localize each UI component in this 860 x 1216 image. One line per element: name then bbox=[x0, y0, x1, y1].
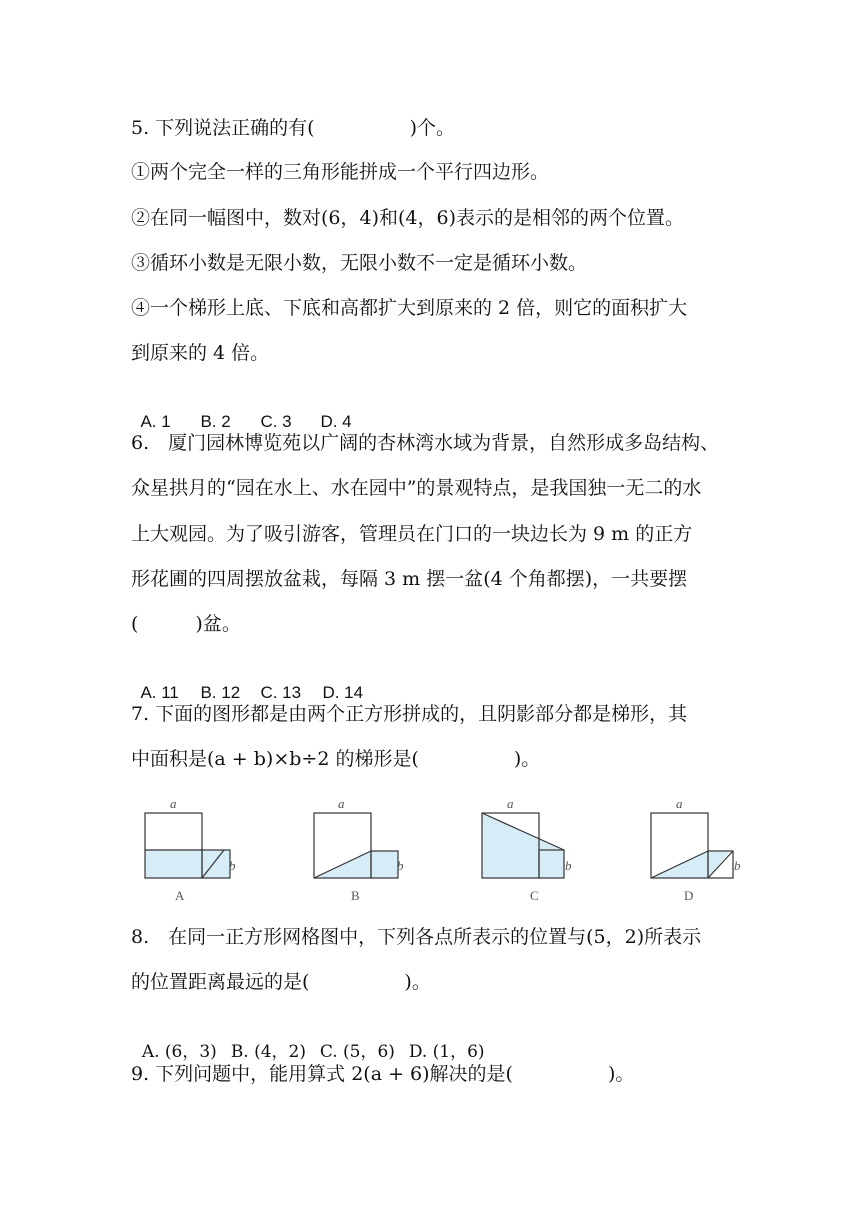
figure-c-label-b: b bbox=[565, 858, 572, 873]
q5-option-d[interactable]: D. 4 bbox=[320, 412, 352, 431]
q5-statement-2: ②在同一幅图中，数对(6，4)和(4，6)表示的是相邻的两个位置。 bbox=[131, 207, 685, 229]
q5-option-a[interactable]: A. 1 bbox=[140, 412, 171, 431]
figure-a[interactable] bbox=[145, 796, 236, 903]
q8-line-2: 的位置距离最远的是( )。 bbox=[131, 971, 431, 993]
q5-statement-3: ③循环小数是无限小数，无限小数不一定是循环小数。 bbox=[131, 252, 588, 274]
q8-option-c[interactable]: C. (5，6) bbox=[319, 1042, 395, 1062]
q8-option-b[interactable]: B. (4，2) bbox=[230, 1042, 307, 1062]
figure-c-label-a: a bbox=[507, 796, 514, 811]
q5-options bbox=[131, 386, 352, 434]
q8-option-a[interactable]: A. (6，3) bbox=[141, 1042, 217, 1062]
q5-stem: 5. 下列说法正确的有( )个。 bbox=[131, 117, 455, 139]
q8-option-d[interactable]: D. (1，6) bbox=[408, 1042, 485, 1062]
q8-line-1: 8. 在同一正方形网格图中，下列各点所表示的位置与(5，2)所表示 bbox=[131, 926, 702, 948]
q6-line-3: 上大观园。为了吸引游客，管理员在门口的一块边长为 9 m 的正方 bbox=[131, 523, 693, 545]
q6-line-2: 众星拱月的“园在水上、水在园中”的景观特点，是我国独一无二的水 bbox=[131, 477, 702, 499]
figure-c-letter: C bbox=[530, 888, 539, 903]
figure-d[interactable] bbox=[651, 796, 741, 903]
q6-line-4: 形花圃的四周摆放盆栽，每隔 3 m 摆一盆(4 个角都摆)，一共要摆 bbox=[131, 568, 688, 590]
figure-d-label-b: b bbox=[734, 858, 741, 873]
q5-statement-4b: 到原来的 4 倍。 bbox=[131, 342, 270, 364]
q5-statement-1: ①两个完全一样的三角形能拼成一个平行四边形。 bbox=[131, 161, 550, 183]
q7-line-1: 7. 下面的图形都是由两个正方形拼成的，且阴影部分都是梯形，其 bbox=[131, 703, 688, 725]
figure-d-letter: D bbox=[684, 888, 694, 903]
q8-options bbox=[131, 1016, 485, 1064]
q7-line-2: 中面积是(a + b)×b÷2 的梯形是( )。 bbox=[131, 748, 541, 770]
q5-statement-4a: ④一个梯形上底、下底和高都扩大到原来的 2 倍，则它的面积扩大 bbox=[131, 297, 688, 319]
q6-option-c[interactable]: C. 13 bbox=[260, 683, 302, 702]
q6-options bbox=[131, 657, 363, 705]
figure-a-label-a: a bbox=[170, 796, 177, 811]
q9-line-1: 9. 下列问题中，能用算式 2(a + 6)解决的是( )。 bbox=[131, 1063, 635, 1085]
figure-b-label-b: b bbox=[397, 858, 404, 873]
figure-c[interactable] bbox=[482, 796, 572, 903]
q6-option-a[interactable]: A. 11 bbox=[140, 683, 179, 702]
figure-b-label-a: a bbox=[338, 796, 345, 811]
figure-b[interactable] bbox=[314, 796, 404, 903]
q5-option-c[interactable]: C. 3 bbox=[260, 412, 292, 431]
figure-a-label-b: b bbox=[229, 858, 236, 873]
figure-d-label-a: a bbox=[676, 796, 683, 811]
q7-figures bbox=[0, 790, 860, 910]
q6-line-5: ( )盆。 bbox=[131, 613, 241, 635]
q5-option-b[interactable]: B. 2 bbox=[200, 412, 231, 431]
q6-option-b[interactable]: B. 12 bbox=[200, 683, 241, 702]
figure-a-letter: A bbox=[175, 888, 185, 903]
q6-line-1: 6. 厦门园林博览苑以广阔的杏林湾水域为背景，自然形成多岛结构、 bbox=[131, 432, 720, 454]
q6-option-d[interactable]: D. 14 bbox=[322, 683, 364, 702]
figure-b-letter: B bbox=[351, 888, 360, 903]
